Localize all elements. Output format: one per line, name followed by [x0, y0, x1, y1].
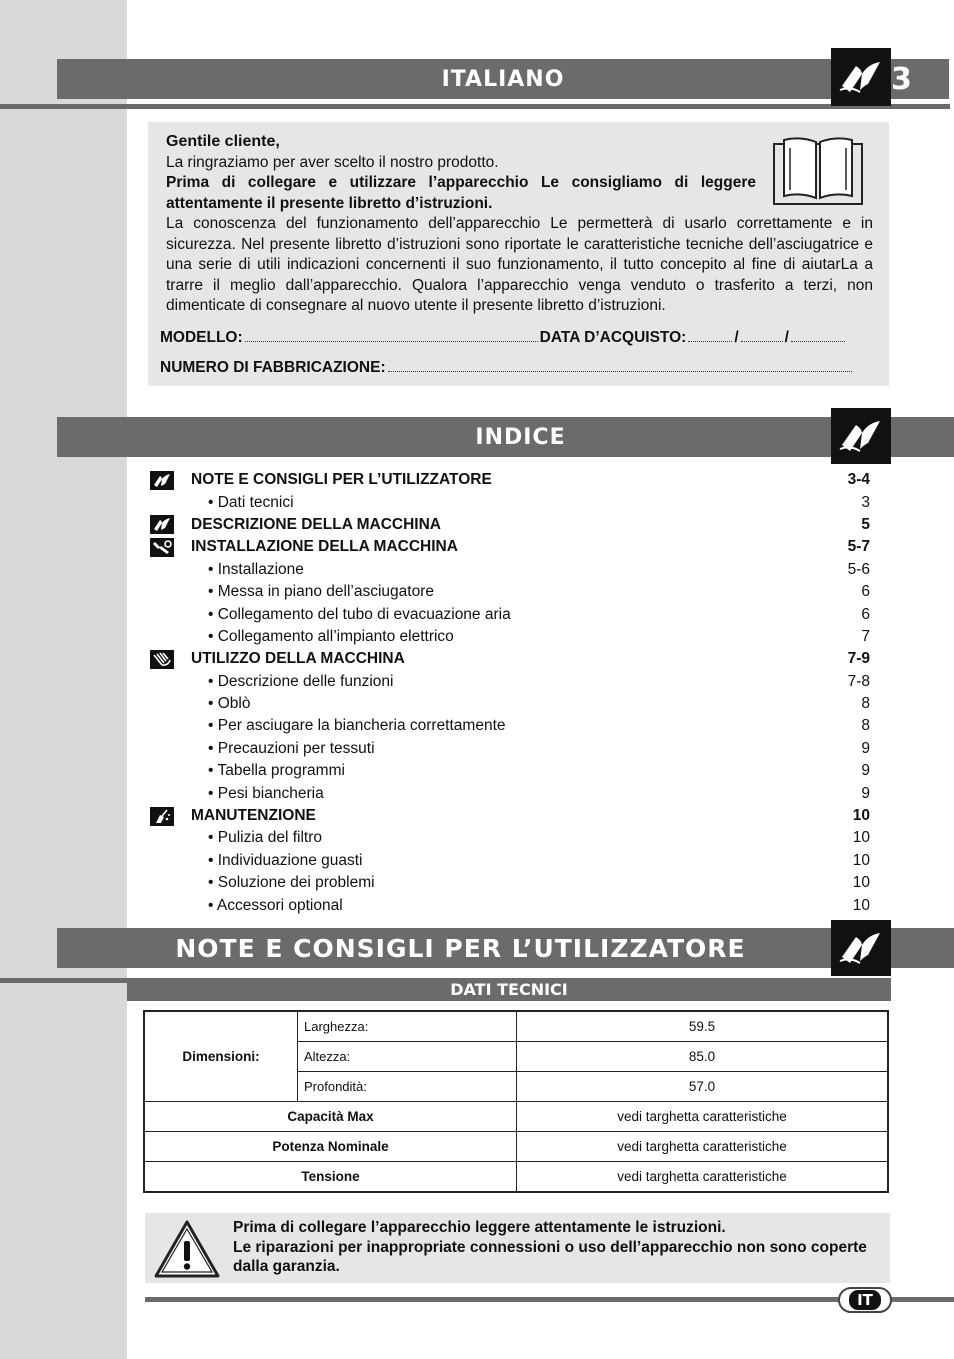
book-icon — [831, 408, 891, 464]
model-field — [245, 340, 538, 342]
index-entry — [148, 536, 870, 558]
index-entry-label: DESCRIZIONE DELLA MACCHINA — [191, 515, 442, 533]
dimensions-label: Dimensioni: — [144, 1011, 298, 1102]
intro-body: La conoscenza del funzionamento dell’apparecchio Le permetterà di usarlo correttamente e in sicurezza. Nel presente libretto d’istruzioni sono riportate le caratteristiche tecniche dell’asciugatrice e una serie di utili indicazioni concernenti il suo funzionamento, il tutto concepito al fine di aiutarLa a trarre il meglio dall’apparecchio. Qualora l’apparecchio venga venduto o trasferito a terzi, non dimenticate di consegnare al nuovo utente il presente libretto d’istruzioni. — [166, 215, 873, 314]
cleaning-icon — [150, 807, 174, 826]
voltage-value: vedi targhetta caratteristiche — [517, 1162, 889, 1193]
index-entry-page: 8 — [861, 695, 870, 713]
serial-line — [160, 359, 854, 377]
index-entry-label: • Messa in piano dell’asciugatore — [208, 583, 434, 601]
index-entry-label: • Accessori optional — [208, 896, 343, 914]
notes-title: NOTE E CONSIGLI PER L’UTILIZZATORE — [175, 933, 746, 963]
footer-line — [145, 1297, 954, 1302]
warning-line1: Prima di collegare l’apparecchio leggere attentamente le istruzioni. — [233, 1219, 726, 1236]
capacity-value: vedi targhetta caratteristiche — [517, 1102, 889, 1132]
index-entry-page: 7-9 — [847, 650, 870, 668]
index-entry — [148, 715, 870, 737]
page-number: 3 — [891, 61, 912, 97]
index-entry-page: 10 — [852, 829, 870, 847]
book-icon — [831, 920, 891, 976]
depth-value: 57.0 — [517, 1072, 889, 1102]
capacity-label: Capacità Max — [144, 1102, 517, 1132]
index-entry-label: • Pesi biancheria — [208, 784, 324, 802]
book-icon — [150, 471, 174, 490]
index-entry — [148, 671, 870, 693]
power-value: vedi targhetta caratteristiche — [517, 1132, 889, 1162]
header-underline — [0, 104, 950, 109]
index-entry-page: 10 — [852, 807, 870, 825]
warning-box — [145, 1213, 890, 1283]
book-icon — [150, 515, 174, 534]
index-entry-page: 5-6 — [847, 560, 870, 578]
depth-label: Profondità: — [298, 1072, 517, 1102]
purchase-label: DATA D’ACQUISTO: — [539, 329, 687, 346]
index-entry-page: 5 — [861, 515, 870, 533]
language-badge — [838, 1287, 892, 1313]
header-title: ITALIANO — [441, 66, 565, 92]
power-label: Potenza Nominale — [144, 1132, 517, 1162]
index-entry — [148, 514, 870, 536]
language-label: IT — [849, 1290, 881, 1310]
warning-icon — [153, 1219, 221, 1279]
index-entry-label: • Precauzioni per tessuti — [208, 739, 375, 757]
index-entry-label: • Oblò — [208, 695, 251, 713]
thanks-text: La ringraziamo per aver scelto il nostro prodotto. — [166, 153, 499, 171]
index-entry — [148, 626, 870, 648]
index-entry-page: 8 — [861, 717, 870, 735]
index-entry-label: • Pulizia del filtro — [208, 829, 322, 847]
index-entry-label: • Collegamento all’impianto elettrico — [208, 627, 454, 645]
index-entry — [148, 894, 870, 916]
index-entry-page: 6 — [861, 605, 870, 623]
index-entry-label: • Descrizione delle funzioni — [208, 672, 394, 690]
index-entry-page: 10 — [852, 896, 870, 914]
index-entry-label: • Dati tecnici — [208, 493, 294, 511]
index-entry-page: 5-7 — [847, 538, 870, 556]
serial-field — [388, 370, 852, 372]
index-entry — [148, 738, 870, 760]
header-bar — [57, 59, 949, 99]
index-entry-label: MANUTENZIONE — [191, 807, 316, 825]
tech-data-bar — [127, 978, 891, 1001]
index-entry-label: • Tabella programmi — [208, 762, 345, 780]
greeting: Gentile cliente, — [166, 133, 280, 150]
index-bar — [57, 417, 954, 457]
index-entry-page: 7-8 — [847, 672, 870, 690]
voltage-label: Tensione — [144, 1162, 517, 1193]
index-entry — [148, 648, 870, 670]
table-row — [144, 1102, 888, 1132]
hand-icon — [150, 650, 174, 669]
index-entry-page: 3-4 — [847, 471, 870, 489]
index-entry-label: • Per asciugare la biancheria correttamente — [208, 717, 506, 735]
model-label: MODELLO: — [160, 329, 243, 346]
width-label: Larghezza: — [298, 1011, 517, 1042]
index-entry — [148, 693, 870, 715]
index-entry-page: 9 — [861, 739, 870, 757]
warning-line2: Le riparazioni per inappropriate connessioni o uso dell’apparecchio non sono coperte dalla garanzia. — [233, 1238, 867, 1275]
index-entry — [148, 760, 870, 782]
index-entry — [148, 850, 870, 872]
index-entry-label: NOTE E CONSIGLI PER L’UTILIZZATORE — [191, 471, 492, 489]
height-value: 85.0 — [517, 1042, 889, 1072]
index-entry-page: 6 — [861, 583, 870, 601]
index-entry-label: • Individuazione guasti — [208, 851, 363, 869]
intro-box — [148, 122, 889, 386]
table-row — [144, 1132, 888, 1162]
table-row — [144, 1162, 888, 1193]
purchase-month-field — [741, 340, 783, 342]
wrench-icon — [150, 538, 174, 557]
index-entry — [148, 872, 870, 894]
table-row — [144, 1011, 888, 1042]
advice-text: Prima di collegare e utilizzare l’apparecchio Le consigliamo di leggere attentamente il presente libretto d’istruzioni. — [166, 174, 756, 212]
purchase-day-field — [688, 340, 732, 342]
index-entry — [148, 805, 870, 827]
model-line: MODELLO: DATA D’ACQUISTO: / / — [160, 329, 847, 347]
index-entry — [148, 603, 870, 625]
book-icon — [831, 48, 891, 106]
index-entry-page: 3 — [861, 493, 870, 511]
index-entry — [148, 491, 870, 513]
index-list — [148, 469, 870, 917]
index-entry — [148, 782, 870, 804]
index-entry-label: UTILIZZO DELLA MACCHINA — [191, 650, 405, 668]
index-entry — [148, 581, 870, 603]
index-entry — [148, 469, 870, 491]
index-entry — [148, 559, 870, 581]
index-entry-page: 7 — [861, 627, 870, 645]
purchase-year-field — [791, 340, 845, 342]
index-entry-label: • Collegamento del tubo di evacuazione aria — [208, 605, 511, 623]
notes-bar — [57, 928, 954, 968]
serial-label: NUMERO DI FABBRICAZIONE: — [160, 359, 386, 376]
index-entry-label: INSTALLAZIONE DELLA MACCHINA — [191, 538, 458, 556]
notes-underline — [0, 978, 127, 983]
index-entry — [148, 827, 870, 849]
tech-data-title: DATI TECNICI — [450, 980, 568, 999]
index-entry-page: 9 — [861, 784, 870, 802]
index-entry-page: 10 — [852, 851, 870, 869]
height-label: Altezza: — [298, 1042, 517, 1072]
index-entry-page: 10 — [852, 874, 870, 892]
index-entry-page: 9 — [861, 762, 870, 780]
spec-table — [143, 1010, 889, 1193]
index-entry-label: • Soluzione dei problemi — [208, 874, 375, 892]
side-strip — [0, 0, 127, 1359]
index-title: INDICE — [475, 424, 566, 450]
index-entry-label: • Installazione — [208, 560, 304, 578]
width-value: 59.5 — [517, 1011, 889, 1042]
